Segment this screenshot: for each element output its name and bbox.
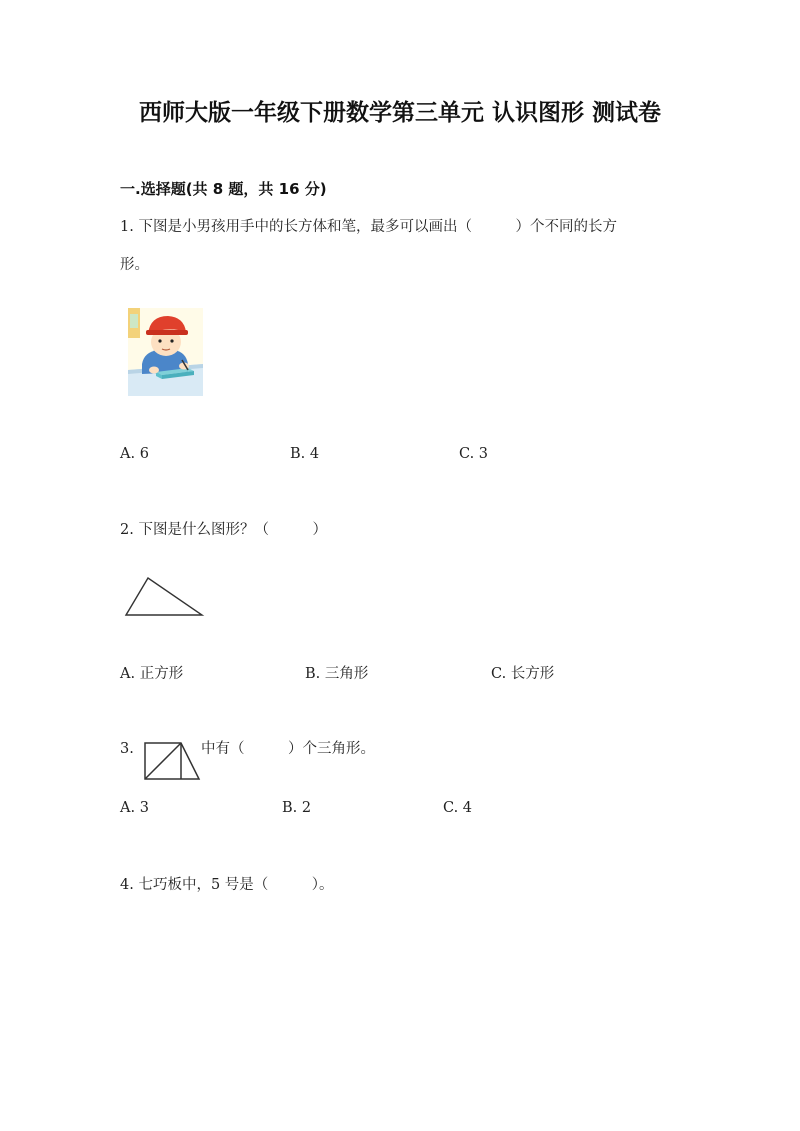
page-title-text: 西师大版一年级下册数学第三单元 认识图形 测试卷 [138, 100, 661, 126]
question-2-option-a[interactable]: A. 正方形 [120, 666, 184, 682]
question-1-text-line2: 形。 [120, 257, 149, 273]
question-2-option-c[interactable]: C. 长方形 [491, 666, 555, 682]
question-3-option-a[interactable]: A. 3 [120, 800, 149, 816]
question-3-number: 3. [120, 741, 134, 757]
question-1-text-line1: 1. 下图是小男孩用手中的长方体和笔，最多可以画出（ ）个不同的长方 [120, 219, 617, 235]
page-title [120, 94, 680, 132]
question-2-text: 2. 下图是什么图形？（ ） [120, 522, 327, 538]
question-4-text: 4. 七巧板中，5 号是（ ）。 [120, 877, 334, 893]
question-3-option-b[interactable]: B. 2 [282, 800, 312, 816]
triangle-figure [122, 574, 206, 618]
question-1-option-b[interactable]: B. 4 [290, 446, 320, 462]
trapezoid-triangles-figure [143, 741, 201, 781]
question-3-text: 中有（ ）个三角形。 [201, 741, 375, 757]
boy-drawing-image [128, 308, 203, 396]
question-1-option-a[interactable]: A. 6 [120, 446, 149, 462]
section-heading: 一.选择题(共 8 题，共 16 分) [120, 180, 327, 198]
question-1-option-c[interactable]: C. 3 [459, 446, 489, 462]
question-2-option-b[interactable]: B. 三角形 [305, 666, 369, 682]
question-3-option-c[interactable]: C. 4 [443, 800, 473, 816]
